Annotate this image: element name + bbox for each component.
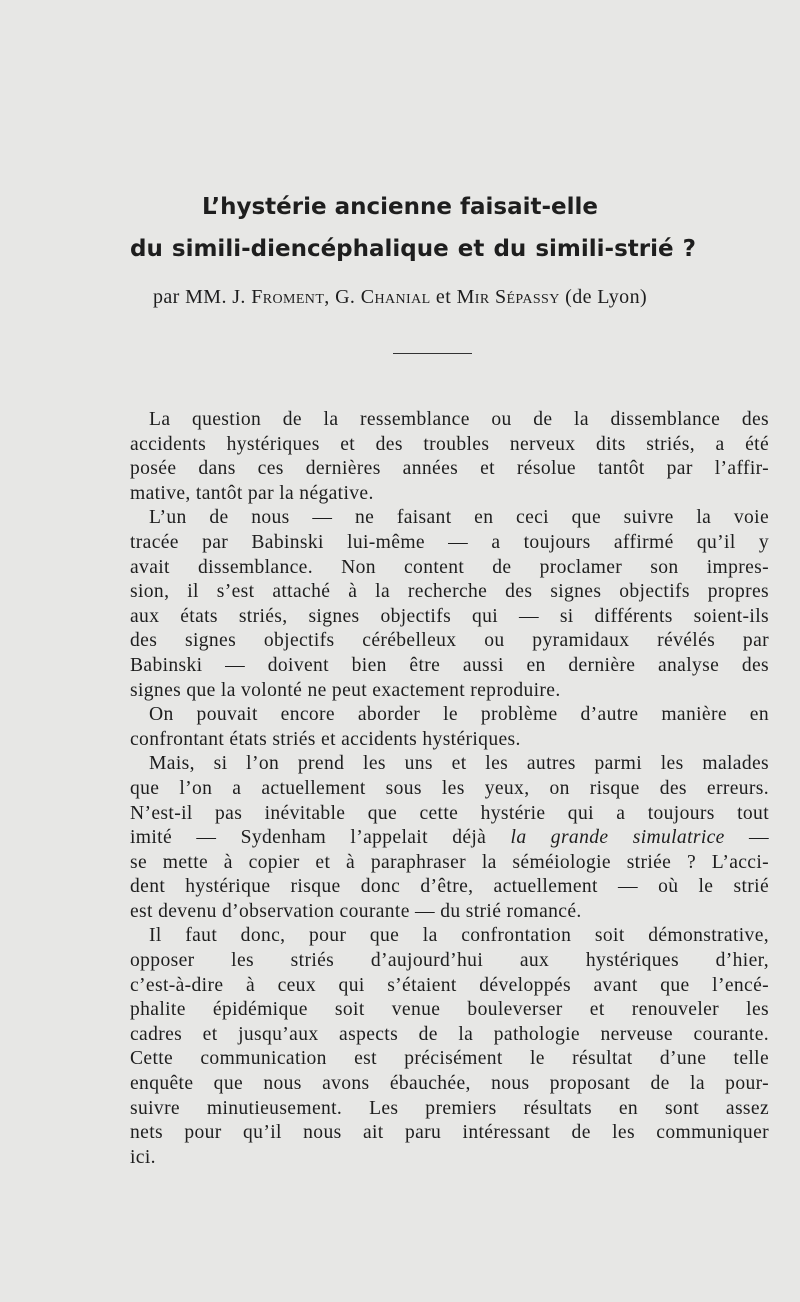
text-line: est devenu d’observation courante — du strié romancé. [130, 900, 582, 922]
text-line: des signes objectifs cérébelleux ou pyramidaux révélés par [130, 630, 769, 652]
text-line: confrontant états striés et accidents hystériques. [130, 728, 521, 750]
text-line: tracée par Babinski lui-même — a toujours affirmé qu’il y [130, 531, 769, 553]
text-line: ici. [130, 1146, 156, 1168]
text-line: avait dissemblance. Non content de proclamer son impres- [130, 556, 769, 578]
author-mir-sepassy: Mir Sépassy [456, 286, 560, 308]
authors-sep-2: et [430, 286, 457, 308]
text-line: Mais, si l’on prend les uns et les autres parmi les malades [149, 753, 769, 775]
authors-suffix: (de Lyon) [559, 286, 648, 308]
author-froment: Froment [251, 286, 325, 308]
authors-line [0, 286, 800, 309]
text-line: Babinski — doivent bien être aussi en dernière analyse des [130, 654, 769, 676]
text-segment: — [724, 827, 769, 849]
italic-quote: la grande simulatrice [510, 827, 725, 849]
author-chanial: Chanial [360, 286, 431, 308]
text-line: N’est-il pas inévitable que cette hystérie qui a toujours tout [130, 802, 769, 824]
text-line: suivre minutieusement. Les premiers résultats en sont assez [130, 1097, 769, 1119]
text-line: On pouvait encore aborder le problème d’autre manière en [149, 704, 769, 726]
text-line: dent hystérique risque donc d’être, actuellement — où le strié [130, 876, 769, 898]
authors-sep-1: , G. [324, 286, 361, 308]
text-line: Il faut donc, pour que la confrontation soit démonstrative, [149, 925, 769, 947]
authors-prefix: par MM. J. [152, 286, 252, 308]
title-line-2: du simili-diencéphalique et du simili-strié ? [130, 236, 696, 262]
text-line: nets pour qu’il nous ait paru intéressant de les communiquer [130, 1122, 769, 1144]
text-line [130, 826, 769, 851]
text-segment: imité — Sydenham l’appelait déjà [130, 827, 487, 849]
text-line: opposer les striés d’aujourd’hui aux hystériques d’hier, [130, 950, 769, 972]
text-line: aux états striés, signes objectifs qui — si différents soient-ils [130, 605, 769, 627]
text-line: mative, tantôt par la négative. [130, 482, 374, 504]
text-line: La question de la ressemblance ou de la dissemblance des [149, 409, 769, 430]
text-line: phalite épidémique soit venue bouleverser et renouveler les [130, 999, 769, 1021]
text-line: signes que la volonté ne peut exactement reproduire. [130, 679, 561, 701]
text-line: enquête que nous avons ébauchée, nous proposant de la pour- [130, 1073, 769, 1095]
text-line: que l’on a actuellement sous les yeux, on risque des erreurs. [130, 777, 769, 799]
title-line-1: L’hystérie ancienne faisait-elle [202, 194, 598, 220]
text-line: posée dans ces dernières années et résolue tantôt par l’affir- [130, 458, 769, 480]
text-line: se mette à copier et à paraphraser la séméiologie striée ? L’acci- [130, 851, 769, 873]
text-line: L’un de nous — ne faisant en ceci que suivre la voie [149, 507, 769, 529]
text-line: sion, il s’est attaché à la recherche des signes objectifs propres [130, 581, 769, 603]
text-line: c’est-à-dire à ceux qui s’étaient développés avant que l’encé- [130, 974, 769, 996]
body-text [130, 408, 769, 1170]
text-line: cadres et jusqu’aux aspects de la pathologie nerveuse courante. [130, 1023, 769, 1045]
text-line: accidents hystériques et des troubles nerveux dits striés, a été [130, 433, 769, 455]
separator-rule [393, 353, 472, 354]
text-line: Cette communication est précisément le résultat d’une telle [130, 1048, 769, 1070]
